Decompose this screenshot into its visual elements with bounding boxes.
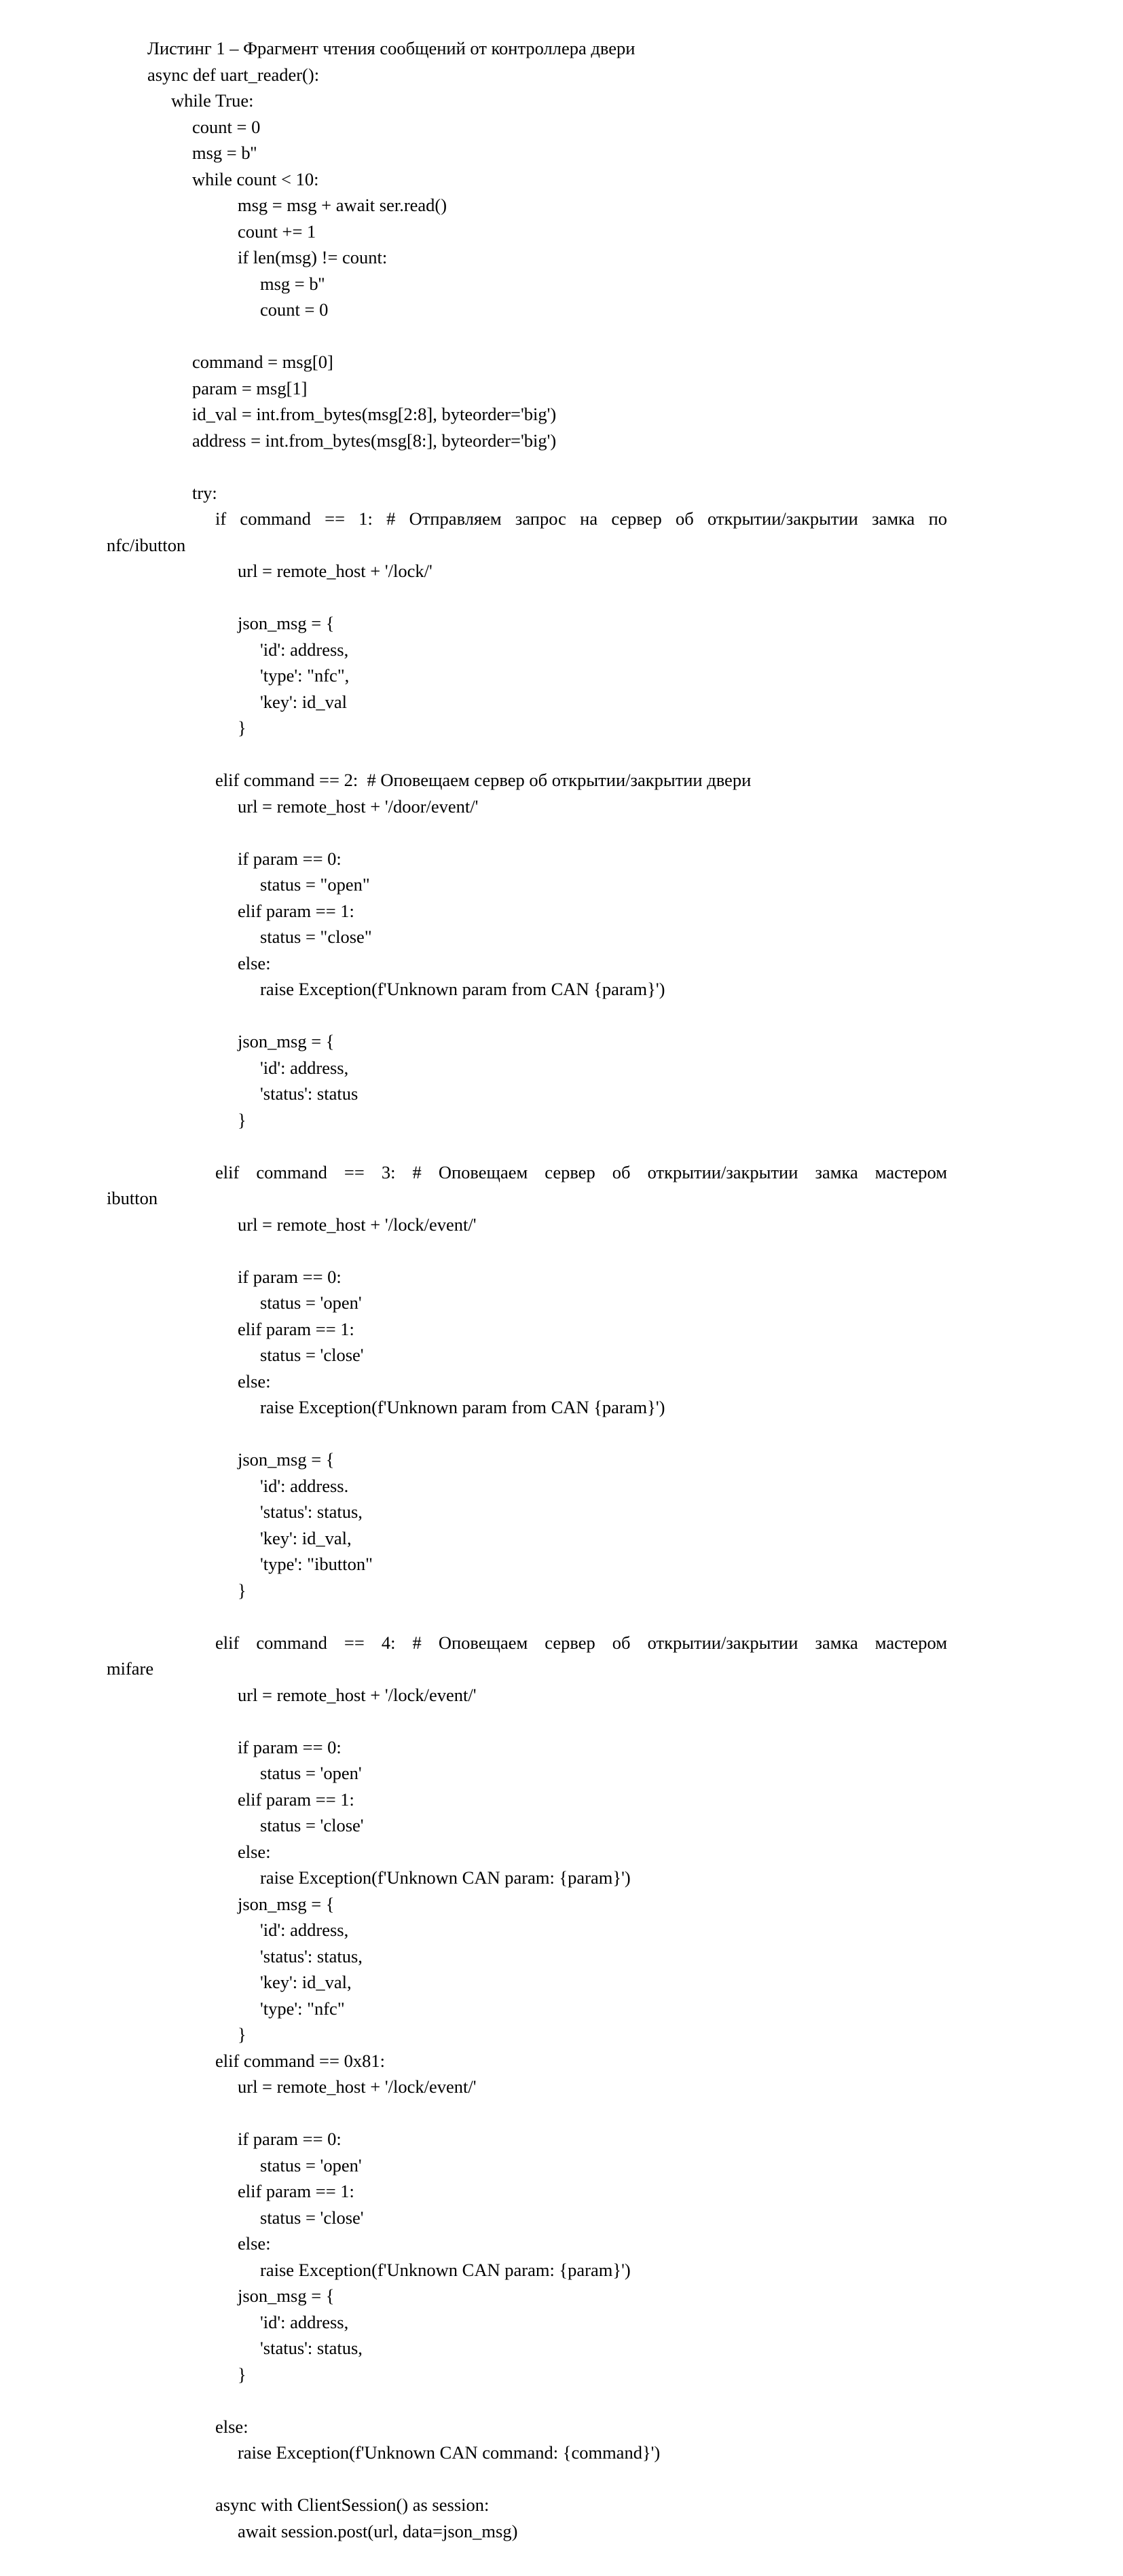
- code-line: elif command == 2: # Оповещаем сервер об открытии/закрытии двери: [215, 770, 752, 790]
- code-line: status = 'open': [260, 2154, 362, 2176]
- code-line: url = remote_host + '/lock/event/': [238, 2076, 477, 2097]
- code-line: id_val = int.from_bytes(msg[2:8], byteorder='big'): [192, 404, 557, 424]
- code-line: raise Exception(f'Unknown param from CAN {param}'): [260, 1397, 665, 1417]
- code-line: status = 'open': [260, 1292, 362, 1313]
- code-line: elif param == 1:: [238, 900, 354, 921]
- code-line: }: [238, 2364, 246, 2385]
- code-line: raise Exception(f'Unknown CAN command: {command}'): [238, 2442, 661, 2463]
- code-line: status = 'open': [260, 1763, 362, 1783]
- code-line: await session.post(url, data=json_msg): [238, 2520, 518, 2541]
- code-line: status = 'close': [260, 1345, 364, 1365]
- code-line: while count < 10:: [192, 168, 319, 189]
- code-line: else:: [238, 952, 271, 973]
- code-line: 'status': status,: [260, 1501, 363, 1522]
- code-line: 'type': "ibutton": [260, 1554, 373, 1574]
- code-line: raise Exception(f'Unknown CAN param: {param}'): [260, 1867, 631, 1888]
- code-line: elif param == 1:: [238, 2181, 354, 2201]
- code-line: 'id': address,: [260, 1057, 349, 1078]
- code-line: address = int.from_bytes(msg[8:], byteorder='big'): [192, 430, 557, 451]
- code-line: status = "open": [260, 874, 370, 895]
- code-line: command = msg[0]: [192, 352, 333, 372]
- code-line: elif command == 0x81:: [215, 2050, 385, 2071]
- code-line: url = remote_host + '/door/event/': [238, 796, 479, 817]
- code-line: else:: [215, 2416, 248, 2437]
- code-line: status = "close": [260, 927, 372, 947]
- code-line: status = 'close': [260, 1815, 364, 1835]
- code-line: url = remote_host + '/lock/event/': [238, 1214, 477, 1235]
- code-line: 'id': address,: [260, 639, 349, 660]
- code-line: async def uart_reader():: [147, 64, 320, 85]
- code-line: 'id': address,: [260, 1920, 349, 1940]
- code-line: 'type': "nfc": [260, 1998, 345, 2019]
- code-line: json_msg = {: [238, 1449, 335, 1470]
- code-line: msg = msg + await ser.read(): [238, 195, 447, 215]
- code-line: count += 1: [238, 221, 316, 242]
- code-line: 'status': status,: [260, 1945, 363, 1966]
- code-line: ibutton: [107, 1188, 158, 1208]
- code-line: if param == 0:: [238, 2129, 342, 2149]
- code-line: count = 0: [260, 299, 329, 320]
- code-line: }: [238, 1580, 246, 1601]
- code-line: if param == 0:: [238, 1266, 342, 1287]
- code-line: json_msg = {: [238, 1893, 335, 1914]
- code-line: raise Exception(f'Unknown param from CAN {param}'): [260, 979, 665, 999]
- code-line: raise Exception(f'Unknown CAN param: {param}'): [260, 2259, 631, 2280]
- code-line: }: [238, 2024, 246, 2045]
- code-line: url = remote_host + '/lock/event/': [238, 1684, 477, 1705]
- code-line: async with ClientSession() as session:: [215, 2495, 490, 2515]
- code-line: count = 0: [192, 116, 261, 137]
- code-line: msg = b'': [192, 143, 257, 163]
- code-line: elif command == 4: # Оповещаем сервер об открытии/закрытии замка мастером: [215, 1632, 947, 1653]
- code-line: elif command == 3: # Оповещаем сервер об открытии/закрытии замка мастером: [215, 1161, 947, 1182]
- listing-caption: Листинг 1 – Фрагмент чтения сообщений от контроллера двери: [147, 38, 636, 58]
- code-line: msg = b'': [260, 273, 325, 294]
- code-line: try:: [192, 482, 217, 503]
- code-line: 'id': address,: [260, 2311, 349, 2332]
- code-line: json_msg = {: [238, 2285, 335, 2306]
- code-line: 'key': id_val,: [260, 1527, 352, 1548]
- code-line: if command == 1: # Отправляем запрос на сервер об открытии/закрытии замка по: [215, 508, 947, 529]
- code-line: else:: [238, 1370, 271, 1392]
- code-line: }: [238, 1109, 246, 1130]
- code-line: elif param == 1:: [238, 1789, 354, 1810]
- code-line: 'status': status,: [260, 2338, 363, 2358]
- code-line: else:: [238, 2233, 271, 2254]
- code-line: 'id': address.: [260, 1475, 349, 1496]
- code-line: if param == 0:: [238, 848, 342, 869]
- code-line: status = 'close': [260, 2207, 364, 2228]
- code-line: 'type': "nfc",: [260, 665, 350, 686]
- code-line: json_msg = {: [238, 613, 335, 633]
- code-line: else:: [238, 1841, 271, 1862]
- code-line: json_msg = {: [238, 1031, 335, 1051]
- code-line: }: [238, 717, 246, 738]
- code-line: mifare: [107, 1658, 154, 1679]
- code-line: if param == 0:: [238, 1736, 342, 1757]
- code-line: 'status': status: [260, 1083, 358, 1104]
- code-line: param = msg[1]: [192, 377, 308, 398]
- code-line: nfc/ibutton: [107, 534, 186, 555]
- code-line: 'key': id_val,: [260, 1972, 352, 1992]
- code-line: if len(msg) != count:: [238, 247, 388, 267]
- code-line: elif param == 1:: [238, 1318, 354, 1339]
- code-line: while True:: [171, 90, 254, 111]
- code-line: url = remote_host + '/lock/': [238, 561, 432, 581]
- code-line: 'key': id_val: [260, 691, 348, 712]
